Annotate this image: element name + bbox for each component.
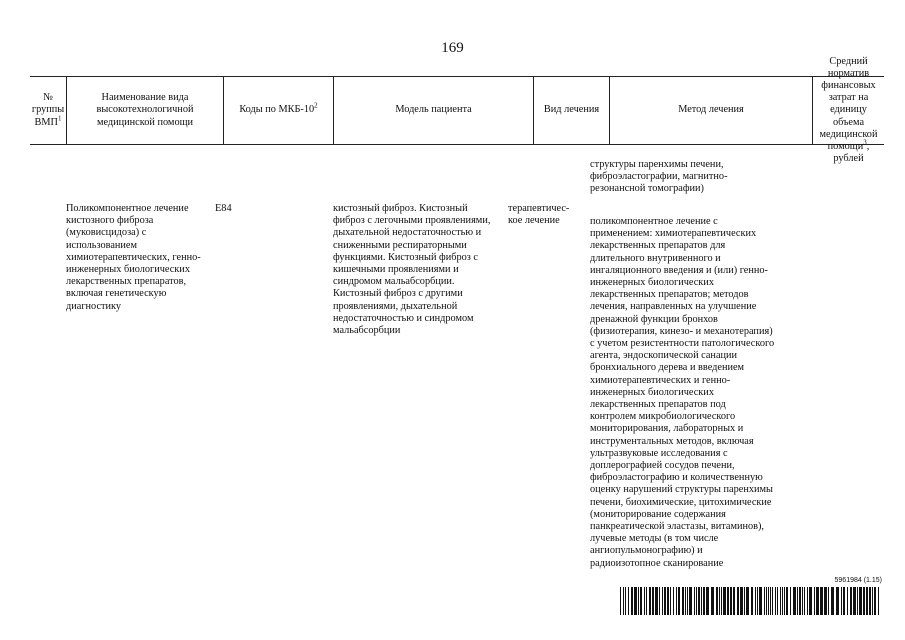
patient-model-cell: кистозный фиброз. Кистозный фиброз с легочными проявлениями, дыхательной недостаточностью и сниженными респираторными функциями. Кистозный фиброз с кишечными проявлениями и синдромом мальабсорбции. Кистозный фиброз с другими проявлениями, дыхательной недостаточностью и синдромом мальабсорбции bbox=[333, 203, 491, 337]
header-treatment-method: Метод лечения bbox=[609, 77, 812, 144]
treatment-type-cell: терапевтичес- кое лечение bbox=[508, 203, 570, 227]
page-number: 169 bbox=[441, 40, 464, 56]
header-care-type: Наименование вида высокотехнологичной медицинской помощи bbox=[66, 77, 223, 144]
table-header bbox=[30, 55, 884, 165]
barcode bbox=[620, 577, 882, 617]
header-group-number: № группы ВМП$^1$ bbox=[31, 92, 65, 128]
header-cost-norm: Средний норматив финансовых затрат на единицу объема медицинской помощи$^3$, рублей bbox=[812, 77, 884, 144]
barcode-label: 5961984 (1.15) bbox=[834, 577, 882, 584]
treatment-method-cell: поликомпонентное лечение с применением: химиотерапевтических лекарственных препаратов для длительного внутривенного и ингаляционного введения и (или) генно- инженерных биологических лекарственных препаратов; методов лечения, направленных на улучшение дренажной функции бронхов (физиотерапия, кинезо- и механотерапия) с учетом резистентности патологического агента, эндоскопической санации бронхиального дерева и введением химиотерапевтических и генно- инженерных биологических лекарственных препаратов под контролем микробиологического мониторирования, лабораторных и инструментальных методов, включая ультразвуковые исследования с доплерографией сосудов печени, фиброэластографию и количественную оценку нарушений структуры паренхимы печени, биохимические, цитохимические (мониторирование содержания панкреатической эластазы, витаминов), лучевые методы (в том числе ангиопульмонографию) и радиоизотопное сканирование bbox=[590, 216, 775, 569]
header-icd-codes: Коды по МКБ-$10^2$ bbox=[223, 77, 333, 144]
header-patient-model: Модель пациента bbox=[333, 77, 533, 144]
care-type-cell: Поликомпонентное лечение кистозного фиброза (муковисцидоза) с использованием химиотерапевтических, генно- инженерных биологических лекарственных препаратов, включая генетическую диагностику bbox=[66, 203, 201, 312]
barcode-icon bbox=[620, 587, 882, 615]
header-treatment-type: Вид лечения bbox=[533, 77, 609, 144]
icd-code-cell: E84 bbox=[215, 203, 232, 214]
continued-method-text: структуры паренхимы печени, фиброэластографии, магнитно- резонансной томографии) bbox=[590, 159, 728, 195]
